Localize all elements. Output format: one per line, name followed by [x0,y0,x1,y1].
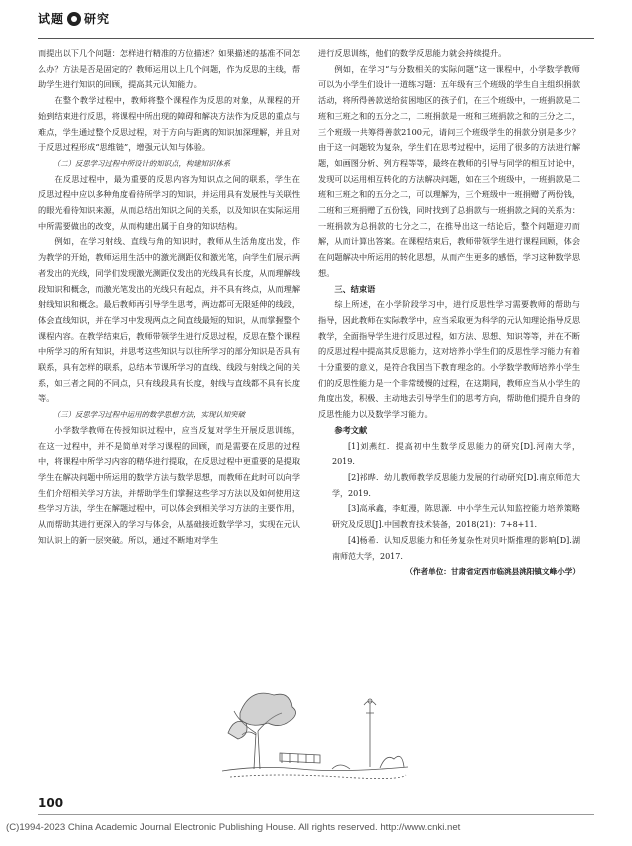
header-title-left: 试题 [38,12,65,26]
right-column [318,46,580,580]
left-column [38,46,300,549]
reference-item: [4]杨希．认知反思能力和任务复杂性对贝叶斯推理的影响[D].湖南师范大学，2017. [332,535,580,561]
paragraph: 进行反思训练，他们的数学反思能力就会持续提升。 [318,48,507,58]
paragraph: 而提出以下几个问题：怎样进行精准的方位描述？如果描述的基准不同怎么办？方法是否是固定的？教师运用以上几个问题，作为反思的主线，帮助学生进行知识的回顾，提高其元认知能力。 [38,48,301,90]
page-number: 100 [38,796,64,810]
paragraph: 例如，在学习射线、直线与角的知识时，教师从生活角度出发，作为教学的开始，教师运用生活中的激光测距仪和激光笔，向学生们展示两者发出的光线，同学们发现激光测距仪发出的光线具有长度，从而理解线段知识和概念，而激光笔发出的光线只有起点，并不具有终点，从而理解射线知识和概念。最后教师再引导学生思考，两边都可无限延伸的线段，体会直线知识，并在学习中发现两点之间直线最短的知识，从而掌握整个课程内容。在教学结束后，教师带领学生进行反思过程，反思在整个课程中所学习的所有知识，并思考这些知识与以往所学习的部分知识是否具有联系，具有怎样的联系，总结本节课所学习的直线、线段与射线之间的关系，如三者之间的不同点，只有线段具有长度，射线与直线都不具有长度等。 [38,236,301,404]
paragraph: 在整个教学过程中，教师将整个课程作为反思的对象，从课程的开始到结束进行反思，将课程中所出现的障碍和解决方法作为反思的重点与难点，学生通过整个反思过程，对于方向与距离的知识加深理解，并且对于反思过程形成“思维链”，增强元认知与体验。 [38,95,301,153]
landscape-sketch-icon [220,673,410,793]
references-heading: 参考文献 [334,424,368,435]
subsection-heading: （二）反思学习过程中所设计的知识点，构建知识体系 [52,158,231,168]
reference-item: [3]高承鑫，李虹漫，陈思源．中小学生元认知监控能力培养策略研究及反思[J].中国教育技术装备，2018(21)：7+8+11. [332,504,580,530]
reference-item: [2]祁晔．幼儿教师教学反思能力发展的行动研究[D].南京师范大学，2019. [332,472,580,498]
copyright-footer: (C)1994-2023 China Academic Journal Electronic Publishing House. All rights reserved. http://www.cnki.net [6,822,461,833]
paragraph: 在反思过程中，最为重要的反思内容为知识点之间的联系，学生在反思过程中应以多种角度看待所学习的知识，并运用具有发展性与关联性的眼光看待知识来源，从而总结出知识之间的关系，以及知识在实际运用中所需要做出的改变，从而构建出属于自身的知识结构。 [38,173,301,231]
header-divider [38,38,594,39]
header-title-right: 研究 [84,12,111,26]
subsection-heading: （三）反思学习过程中运用的数学思想方法，实现认知突破 [52,410,245,420]
journal-header [38,10,110,27]
section-heading: 三、结束语 [334,283,376,294]
paragraph: 综上所述，在小学阶段学习中，进行反思性学习需要教师的帮助与指导，因此教师在实际教学中，应当采取更为科学的元认知理论指导反思教学，全面指导学生进行反思过程，如方法、思想、知识等等，并在不断的反思过程中提高其反思能力，这对培养小学生们的反思性学习能力有着十分重要的意义，是符合我国当下教育理念的。小学数学教师培养小学生们的反思性能力是一个非常缓慢的过程，在这期间，教师应当从小学生的角度出发，积极、主动地去引导学生们的思考方向，帮助他们提升自身的反思性能力以及数学学习能力。 [318,299,581,420]
header-logo-icon [67,12,81,26]
paragraph: 例如，在学习“与分数相关的实际问题”这一课程中，小学数学教师可以为小学生们设计一道练习题：五年级有三个班级的学生自主组织捐款活动，将所得善款送给贫困地区的孩子们，在三个班级中，一班捐款是二班和三班之和的五分之二，二班捐款是一班和三班捐款之和的三分之二，三个班级一共筹得善款2100元，请问三个班级学生的捐款分别是多少？由于这一问题较为复杂，学生们在思考过程中，运用了很多的方法进行解题，如画图分析、列方程等等，最终在教师的引导与同学的相互讨论中，发现可以运用相互转化的方法解决问题，如在三个班级中，一班捐款是二班和三班之和的五分之二，可以理解为，三个班级中一班捐赠了两份钱，二班和三班捐赠了五份钱，同时找到了总捐款与一班捐款之间的关系为：一班捐款为总捐款的七分之二，在推导出这一结论后，整个问题迎刃而解，从而计算出答案。在课程结束后，教师带领学生进行课程回顾，体会在问题解决中所运用的转化思想，从而产生更多的感悟，学习这种数学思想。 [318,63,581,278]
reference-item: [1]刘燕红．提高初中生数学反思能力的研究[D].河南大学，2019. [332,441,580,467]
paragraph: 小学数学教师在传授知识过程中，应当反复对学生开展反思训练，在这一过程中，并不是简单对学习课程的回顾，而是需要在反思的过程中，将课程中所学习内容的精华进行提取，在反思过程中更重要的是提取学生在解决问题中所运用的数学方法与数学思想，而教师在此时可以向学生们介绍相关学习方法，并帮助学生们掌握这些学习方法以及如何使用这些学习方法，学生在解题过程中，可以体会到相关学习方法的主要作用，从而帮助其进行更深入的学习与体会，从基础接近数学学习，实现在元认知认识上的新一层突破。所以，通过不断地对学生 [38,424,301,545]
footer-divider [38,814,594,815]
author-affiliation: （作者单位：甘肃省定西市临洮县洮阳镇文峰小学） [405,567,580,577]
